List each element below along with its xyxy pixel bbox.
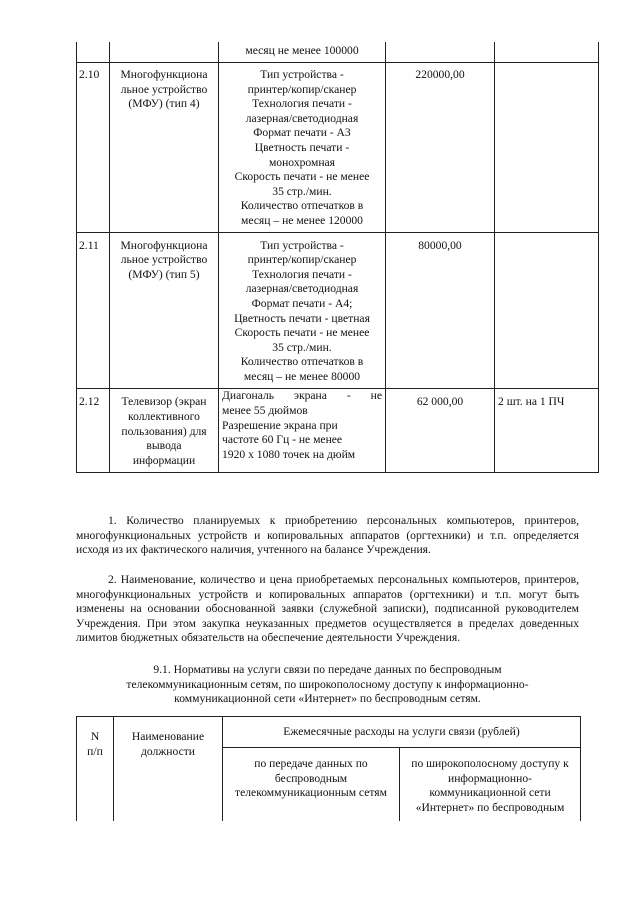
subcol-data-transfer: по передаче данных по беспроводным телекоммуникационным сетям (223, 748, 400, 822)
item-name: Многофункциона льное устройство (МФУ) (тип 5) (110, 232, 219, 389)
item-name: Телевизор (экран коллективного пользования) для вывода информации (110, 389, 219, 473)
item-price: 220000,00 (386, 63, 495, 233)
paragraph-1: 1. Количество планируемых к приобретению персональных компьютеров, принтеров, многофункциональных устройств и копировальных аппаратов (оргтехники) и т.п. определяется исходя из их фактического наличия, учтенного на балансе Учреждения. (76, 514, 579, 557)
row-number: 2.10 (77, 63, 110, 233)
row-number: 2.12 (77, 389, 110, 473)
item-price: 62 000,00 (386, 389, 495, 473)
table-header-row (77, 717, 581, 748)
paragraph-2: 2. Наименование, количество и цена приобретаемых персональных компьютеров, принтеров, многофункциональных устройств и копировальных аппаратов (оргтехники) и т.п. могут быть изменены на основании обоснованной заявки (служебной записки), подписанной руководителем Учреждения. При этом закупка неуказанных предметов осуществляется в пределах доведенных лимитов бюджетных обязательств на обеспечение деятельности Учреждения. (76, 573, 579, 645)
row-number: 2.11 (77, 232, 110, 389)
table-row (77, 389, 599, 473)
table-row-fragment (77, 42, 599, 63)
col-number-header: N п/п (77, 717, 114, 822)
spec-fragment: месяц не менее 100000 (219, 42, 386, 63)
item-spec: Диагональ экрана - не менее 55 дюймов Разрешение экрана при частоте 60 Гц - не менее 1920 х 1080 точек на дюйм (219, 389, 386, 473)
equipment-table (76, 42, 599, 473)
table-row (77, 232, 599, 389)
item-spec: Тип устройства - принтер/копир/сканер Технология печати - лазерная/светодиодная Формат печати - А3 Цветность печати - монохромная Скорость печати - не менее 35 стр./мин. Количество отпечатков в месяц – не менее 120000 (219, 63, 386, 233)
col-monthly-header: Ежемесячные расходы на услуги связи (рублей) (223, 717, 581, 748)
item-price: 80000,00 (386, 232, 495, 389)
item-spec: Тип устройства - принтер/копир/сканер Технология печати - лазерная/светодиодная Формат печати - А4; Цветность печати - цветная Скорость печати - не менее 35 стр./мин. Количество отпечатков в месяц – не менее 80000 (219, 232, 386, 389)
item-quantity: 2 шт. на 1 ПЧ (495, 389, 599, 473)
communications-table (76, 716, 581, 821)
item-quantity (495, 63, 599, 233)
col-position-header: Наименование должности (114, 717, 223, 822)
subcol-broadband: по широкополосному доступу к информационно- коммуникационной сети «Интернет» по беспроводным (400, 748, 581, 822)
section-heading: 9.1. Нормативы на услуги связи по передаче данных по беспроводным телекоммуникационным сетям, по широкополосному доступу к информационно- коммуникационной сети «Интернет» по беспроводным сетям. (126, 663, 529, 706)
table-row (77, 63, 599, 233)
item-quantity (495, 232, 599, 389)
item-name: Многофункциона льное устройство (МФУ) (тип 4) (110, 63, 219, 233)
